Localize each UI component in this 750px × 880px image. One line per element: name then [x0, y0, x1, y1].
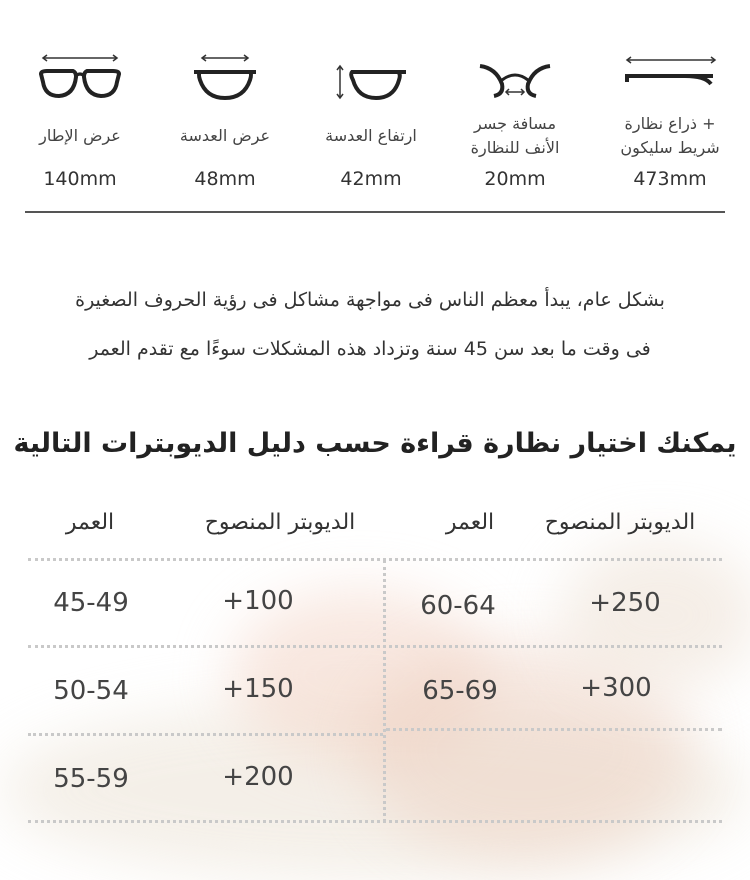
left-col-diopter-header: الديوبتر المنصوح [204, 510, 356, 535]
right-row-2-age: 65-69 [422, 676, 498, 706]
spec-value: 473mm [633, 168, 707, 190]
table-divider [28, 733, 383, 736]
guide-heading: يمكنك اختيار نظارة قراءة حسب دليل الديوبترات التالية [13, 428, 737, 459]
left-col-age-header: العمر [65, 510, 115, 535]
right-col-diopter-header: الديوبتر المنصوح [544, 510, 696, 535]
spec-bridge-distance [440, 50, 590, 190]
lens-width-icon [180, 50, 270, 106]
spec-label: مسافة جسر الأنف للنظارة [470, 114, 560, 157]
spec-value: 42mm [340, 168, 402, 190]
table-divider [28, 820, 722, 823]
spec-lens-width [150, 50, 300, 190]
table-divider [28, 645, 722, 648]
left-row-2-diopter: +150 [222, 674, 294, 704]
table-column-divider [383, 560, 386, 822]
bridge-distance-icon [470, 50, 560, 106]
table-divider [386, 728, 722, 731]
spec-label: ذراع نظارة + شريط سليكون [620, 114, 720, 157]
left-row-1-diopter: +100 [222, 586, 294, 616]
lens-height-icon [326, 50, 416, 106]
frame-width-icon [35, 50, 125, 106]
spec-temple-arm [595, 50, 745, 190]
table-divider [28, 558, 722, 561]
spec-lens-height [296, 50, 446, 190]
intro-line-2: فى وقت ما بعد سن 45 سنة وتزداد هذه المشكلات سوءًا مع تقدم العمر [89, 338, 651, 360]
spec-label: عرض العدسة [179, 126, 271, 145]
left-row-1-age: 45-49 [53, 588, 129, 618]
intro-line-1: بشكل عام، يبدأ معظم الناس فى مواجهة مشاكل فى رؤية الحروف الصغيرة [75, 289, 665, 311]
right-row-1-diopter: +250 [589, 588, 661, 618]
right-row-1-age: 60-64 [420, 591, 496, 621]
spec-value: 20mm [484, 168, 546, 190]
spec-frame-width [5, 50, 155, 190]
spec-divider [25, 211, 725, 213]
left-row-3-diopter: +200 [222, 762, 294, 792]
spec-label: ارتفاع العدسة [325, 126, 417, 145]
right-row-2-diopter: +300 [580, 673, 652, 703]
spec-value: 140mm [43, 168, 117, 190]
left-row-2-age: 50-54 [53, 676, 129, 706]
right-col-age-header: العمر [445, 510, 495, 535]
spec-value: 48mm [194, 168, 256, 190]
left-row-3-age: 55-59 [53, 764, 129, 794]
spec-label: عرض الإطار [39, 126, 121, 145]
temple-arm-icon [615, 50, 725, 106]
